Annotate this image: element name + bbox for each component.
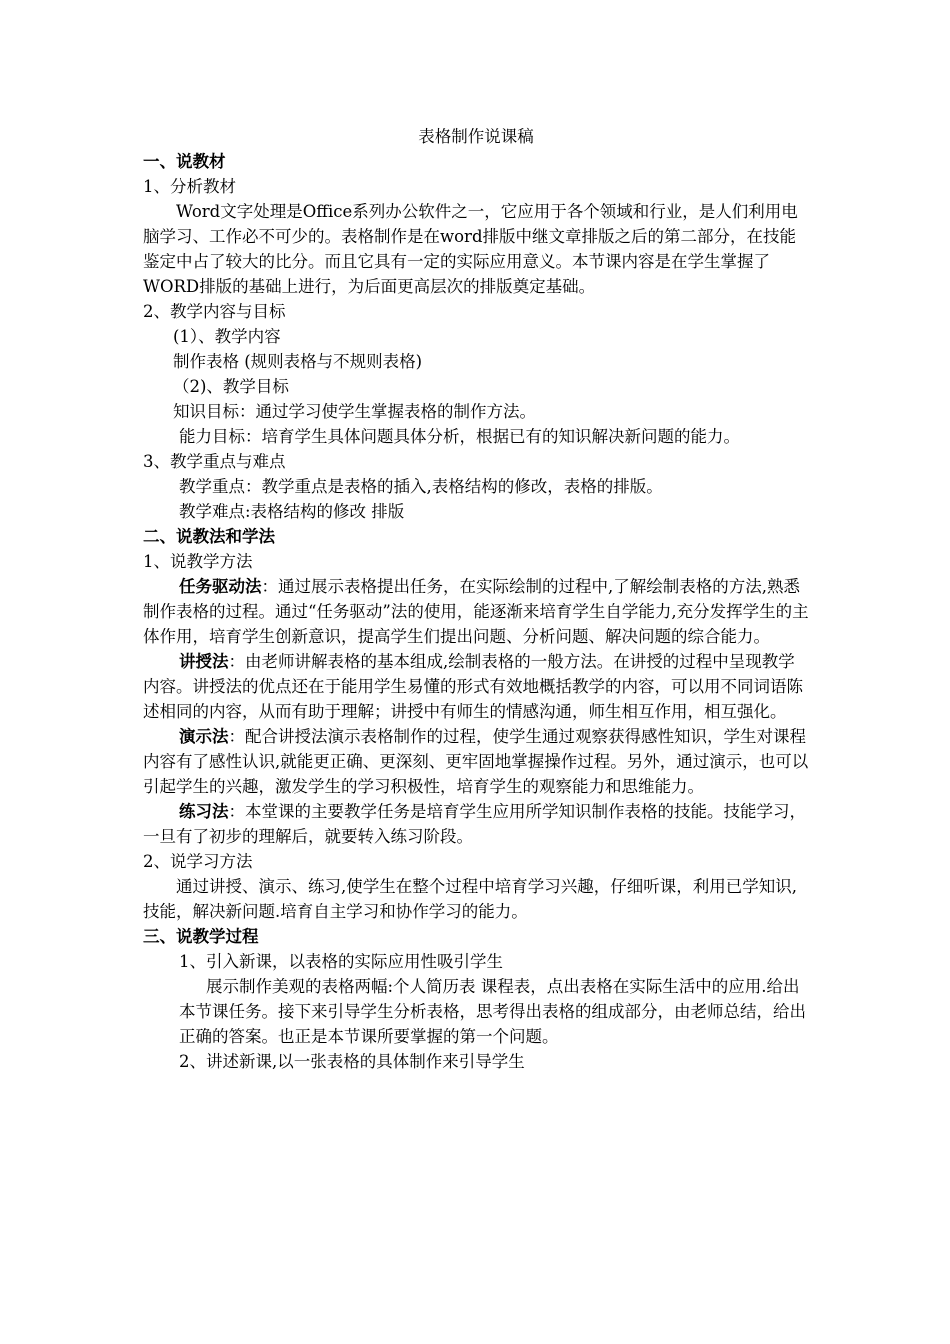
method-text: ：本堂课的主要教学任务是培育学生应用所学知识制作表格的技能。技能学习，一旦有了初步的理解后，就要转入练习阶段。: [143, 802, 806, 846]
method-text: ：由老师讲解表格的基本组成,绘制表格的一般方法。在讲授的过程中呈现教学内容。讲授法的优点还在于能用学生易懂的形式有效地概括教学的内容，可以用不同词语陈述相同的内容，从而有助于理解；讲授中有师生的情感沟通，师生相互作用，相互强化。: [143, 652, 803, 721]
teaching-difficult-point: 教学难点:表格结构的修改 排版: [179, 502, 405, 521]
step-introduce: 1、引入新课，以表格的实际应用性吸引学生: [179, 952, 503, 971]
knowledge-goal: 知识目标：通过学习使学生掌握表格的制作方法。: [173, 402, 536, 421]
method-text: ：通过展示表格提出任务，在实际绘制的过程中,了解绘制表格的方法,熟悉制作表格的过程。通过“任务驱动”法的使用，能逐渐来培育学生自学能力,充分发挥学生的主体作用，培育学生创新意识，提高学生们提出问题、分析问题、解决问题的综合能力。: [143, 577, 809, 646]
step-introduce-text: 展示制作美观的表格两幅:个人简历表 课程表，点出表格在实际生活中的应用.给出本节课任务。接下来引导学生分析表格，思考得出表格的组成部分，由老师总结，给出正确的答案。也正是本节课所要掌握的第一个问题。: [179, 977, 806, 1046]
paragraph-learning-methods: 通过讲授、演示、练习,使学生在整个过程中培育学习兴趣，仔细听课，利用已学知识,技能，解决新问题.培育自主学习和协作学习的能力。: [143, 877, 797, 921]
method-label: 练习法: [179, 802, 229, 821]
subheading-teaching-methods: 1、说教学方法: [143, 552, 253, 571]
item-teaching-goals: （2)、教学目标: [173, 377, 289, 396]
paragraph-material: Word文字处理是Office系列办公软件之一，它应用于各个领域和行业，是人们利用电脑学习、工作必不可少的。表格制作是在word排版中继文章排版之后的第二部分，在技能鉴定中占了较大的比分。而且它具有一定的实际应用意义。本节课内容是在学生掌握了WORD排版的基础上进行，为后面更高层次的排版奠定基础。: [143, 202, 798, 296]
method-label: 演示法: [179, 727, 229, 746]
teaching-key-point: 教学重点：教学重点是表格的插入,表格结构的修改，表格的排版。: [179, 477, 663, 496]
item-teaching-content: (1）、教学内容: [173, 327, 281, 346]
section-heading-3: 三、说教学过程: [143, 927, 259, 946]
subheading-key-difficult: 3、教学重点与难点: [143, 452, 286, 471]
teaching-content-text: 制作表格 (规则表格与不规则表格): [173, 352, 423, 371]
method-lecture: [143, 649, 809, 724]
section-heading-1: 一、说教材: [143, 152, 226, 171]
step-new-lesson: 2、讲述新课,以一张表格的具体制作来引导学生: [179, 1052, 525, 1071]
method-text: ：配合讲授法演示表格制作的过程，使学生通过观察获得感性知识，学生对课程内容有了感性认识,就能更正确、更深刻、更牢固地掌握操作过程。另外，通过演示，也可以引起学生的兴趣，激发学生的学习积极性，培育学生的观察能力和思维能力。: [143, 727, 809, 796]
document-title: 表格制作说课稿: [418, 127, 534, 146]
section-heading-2: 二、说教法和学法: [143, 527, 275, 546]
method-demonstration: [143, 724, 809, 799]
document-body: [143, 124, 809, 1074]
method-practice: [143, 799, 809, 849]
subheading-analyze-material: 1、分析教材: [143, 177, 236, 196]
ability-goal: 能力目标：培育学生具体问题具体分析，根据已有的知识解决新问题的能力。: [179, 427, 740, 446]
subheading-content-goals: 2、教学内容与目标: [143, 302, 286, 321]
method-label: 任务驱动法: [179, 577, 262, 596]
method-task-driven: [143, 574, 809, 649]
subheading-learning-methods: 2、说学习方法: [143, 852, 253, 871]
method-label: 讲授法: [179, 652, 229, 671]
